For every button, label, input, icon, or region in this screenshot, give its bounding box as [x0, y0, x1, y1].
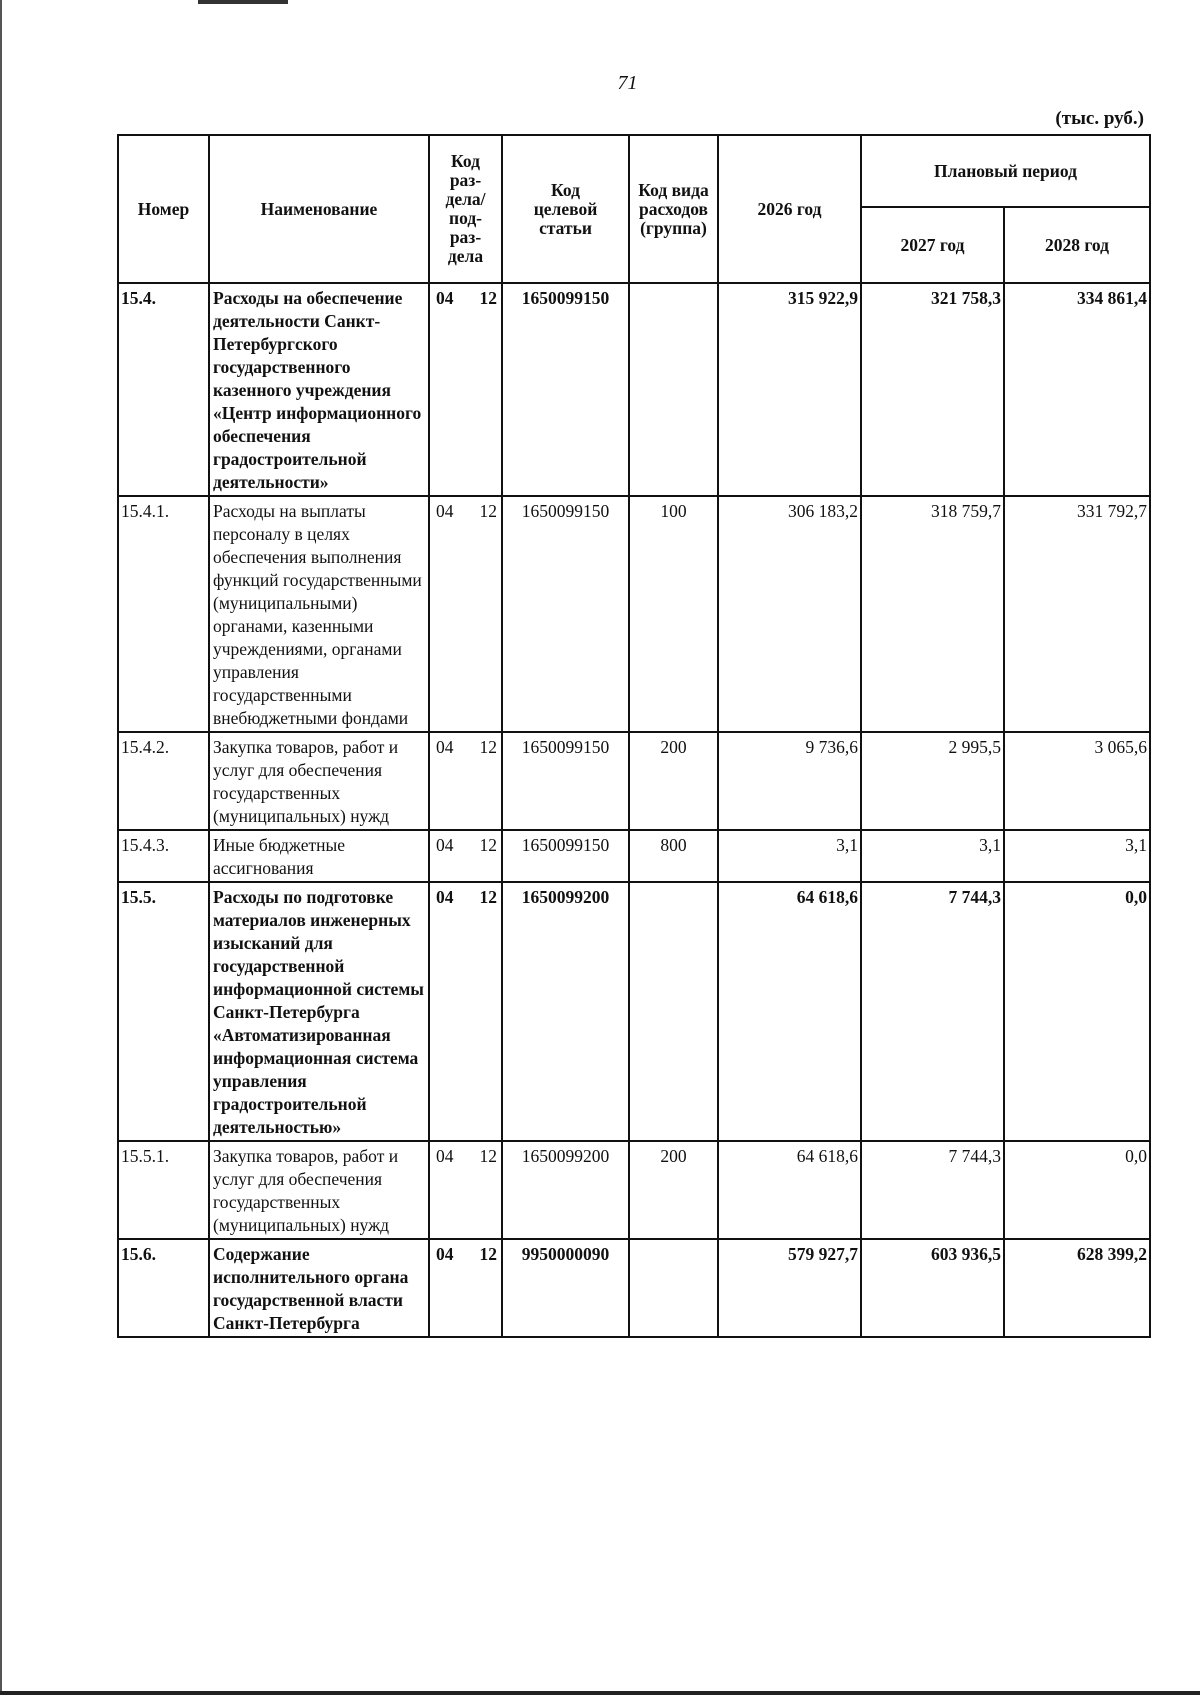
- row-target-code: 1650099150: [502, 732, 629, 830]
- header-number: Номер: [118, 135, 209, 283]
- row-2026: 306 183,2: [718, 496, 861, 732]
- row-subsection: 12: [479, 737, 497, 757]
- row-name: Расходы на обеспечение деятельности Санкт-Петербургского государственного казенного учреждения «Центр информационного обеспечения градостроительной деятельности»: [209, 283, 429, 496]
- row-2026: 3,1: [718, 830, 861, 882]
- row-number: 15.6.: [118, 1239, 209, 1337]
- row-2026: 315 922,9: [718, 283, 861, 496]
- row-2027: 2 995,5: [861, 732, 1004, 830]
- row-2028: 628 399,2: [1004, 1239, 1150, 1337]
- units-label: (тыс. руб.): [1055, 108, 1144, 129]
- row-2027: 603 936,5: [861, 1239, 1004, 1337]
- table-row: [118, 732, 1150, 830]
- header-section: Код раз- дела/ под- раз- дела: [429, 135, 502, 283]
- row-section: 04: [436, 288, 454, 308]
- row-section-code: [429, 830, 502, 882]
- row-number: 15.4.2.: [118, 732, 209, 830]
- row-section: 04: [436, 887, 454, 907]
- row-section: 04: [436, 835, 454, 855]
- row-target-code: 1650099200: [502, 882, 629, 1141]
- table-row: [118, 1141, 1150, 1239]
- row-2028: 334 861,4: [1004, 283, 1150, 496]
- scan-top-mark: [198, 0, 288, 4]
- table-row: [118, 283, 1150, 496]
- row-target-code: 1650099150: [502, 830, 629, 882]
- row-2028: 0,0: [1004, 882, 1150, 1141]
- row-2026: 64 618,6: [718, 1141, 861, 1239]
- row-2026: 64 618,6: [718, 882, 861, 1141]
- row-section-code: [429, 496, 502, 732]
- row-target-code: 1650099200: [502, 1141, 629, 1239]
- row-subsection: 12: [479, 835, 497, 855]
- header-type: Код вида расходов (группа): [629, 135, 718, 283]
- row-2028: 3,1: [1004, 830, 1150, 882]
- scan-bottom-edge: [0, 1691, 1200, 1695]
- row-2027: 3,1: [861, 830, 1004, 882]
- table-row: [118, 496, 1150, 732]
- row-name: Содержание исполнительного органа государственной власти Санкт-Петербурга: [209, 1239, 429, 1337]
- header-name: Наименование: [209, 135, 429, 283]
- row-section: 04: [436, 1244, 454, 1264]
- row-number: 15.4.1.: [118, 496, 209, 732]
- header-target: Код целевой статьи: [502, 135, 629, 283]
- header-2026: 2026 год: [718, 135, 861, 283]
- table-row: [118, 830, 1150, 882]
- row-type-code: 200: [629, 732, 718, 830]
- row-section-code: [429, 882, 502, 1141]
- row-number: 15.4.3.: [118, 830, 209, 882]
- row-section-code: [429, 732, 502, 830]
- row-type-code: 200: [629, 1141, 718, 1239]
- row-2027: 321 758,3: [861, 283, 1004, 496]
- row-2028: 3 065,6: [1004, 732, 1150, 830]
- row-section: 04: [436, 501, 454, 521]
- row-name: Закупка товаров, работ и услуг для обеспечения государственных (муниципальных) нужд: [209, 1141, 429, 1239]
- row-type-code: [629, 283, 718, 496]
- row-name: Расходы по подготовке материалов инженерных изысканий для государственной информационной системы Санкт-Петербурга «Автоматизированная информационная система управления градостроительной деятельностью»: [209, 882, 429, 1141]
- row-target-code: 1650099150: [502, 283, 629, 496]
- row-2027: 318 759,7: [861, 496, 1004, 732]
- row-target-code: 1650099150: [502, 496, 629, 732]
- row-subsection: 12: [479, 501, 497, 521]
- row-subsection: 12: [479, 288, 497, 308]
- row-subsection: 12: [479, 1244, 497, 1264]
- header-2027: 2027 год: [861, 207, 1004, 283]
- row-subsection: 12: [479, 887, 497, 907]
- row-number: 15.5.: [118, 882, 209, 1141]
- row-2026: 9 736,6: [718, 732, 861, 830]
- header-planned-period: Плановый период: [861, 135, 1150, 207]
- row-type-code: [629, 1239, 718, 1337]
- row-2027: 7 744,3: [861, 1141, 1004, 1239]
- row-type-code: 800: [629, 830, 718, 882]
- row-section-code: [429, 1141, 502, 1239]
- row-number: 15.5.1.: [118, 1141, 209, 1239]
- budget-table: [117, 134, 1151, 1338]
- row-type-code: [629, 882, 718, 1141]
- row-section-code: [429, 1239, 502, 1337]
- row-2027: 7 744,3: [861, 882, 1004, 1141]
- scan-left-edge: [0, 0, 2, 1695]
- row-name: Закупка товаров, работ и услуг для обеспечения государственных (муниципальных) нужд: [209, 732, 429, 830]
- row-2026: 579 927,7: [718, 1239, 861, 1337]
- row-number: 15.4.: [118, 283, 209, 496]
- row-2028: 331 792,7: [1004, 496, 1150, 732]
- table-row: [118, 1239, 1150, 1337]
- page-number: 71: [617, 72, 638, 94]
- row-target-code: 9950000090: [502, 1239, 629, 1337]
- header-2028: 2028 год: [1004, 207, 1150, 283]
- row-type-code: 100: [629, 496, 718, 732]
- row-2028: 0,0: [1004, 1141, 1150, 1239]
- row-name: Иные бюджетные ассигнования: [209, 830, 429, 882]
- row-section: 04: [436, 1146, 454, 1166]
- row-name: Расходы на выплаты персоналу в целях обеспечения выполнения функций государственными (муниципальными) органами, казенными учреждениями, органами управления государственными внебюджетными фондами: [209, 496, 429, 732]
- table-body: [118, 283, 1150, 1337]
- row-section: 04: [436, 737, 454, 757]
- row-section-code: [429, 283, 502, 496]
- table-row: [118, 882, 1150, 1141]
- row-subsection: 12: [479, 1146, 497, 1166]
